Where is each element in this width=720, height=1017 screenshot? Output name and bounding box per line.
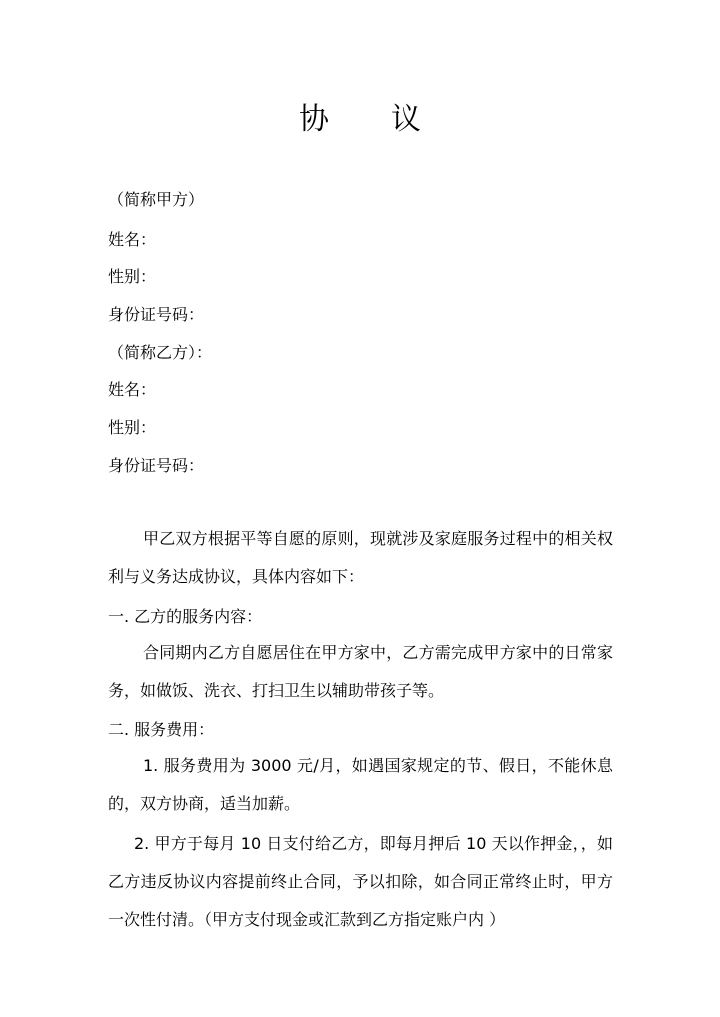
- party-b-id-number: 身份证号码：: [108, 456, 205, 475]
- party-a-name: 姓名：: [108, 230, 157, 249]
- section-2-item-1: 1. 服务费用为 3000 元/月，如遇国家规定的节、假日，不能休息的，双方协商，适当加薪。: [108, 756, 613, 813]
- section-2-heading: 二. 服务费用：: [108, 720, 215, 739]
- document-title: [0, 94, 720, 138]
- party-a-gender: 性别：: [108, 267, 157, 286]
- title-char-2: 议: [391, 102, 421, 137]
- intro-paragraph: 甲乙双方根据平等自愿的原则，现就涉及家庭服务过程中的相关权利与义务达成协议，具体内容如下：: [108, 529, 613, 586]
- party-b-label: （简称乙方）：: [108, 343, 213, 362]
- section-1-heading: 一. 乙方的服务内容：: [108, 607, 263, 626]
- party-b-name: 姓名：: [108, 380, 157, 399]
- party-b-gender: 性别：: [108, 418, 157, 437]
- party-a-label: （简称甲方）: [108, 190, 205, 209]
- section-2-item-2: 2. 甲方于每月 10 日支付给乙方，即每月押后 10 天以作押金，，如乙方违反协议内容提前终止合同，予以扣除，如合同正常终止时，甲方一次性付清。（甲方支付现金或汇款到乙方指定账户内 ）: [108, 834, 613, 929]
- section-1-body: 合同期内乙方自愿居住在甲方家中，乙方需完成甲方家中的日常家务，如做饭、洗衣、打扫卫生以辅助带孩子等。: [108, 643, 613, 700]
- party-a-id-number: 身份证号码：: [108, 305, 205, 324]
- title-char-1: 协: [299, 102, 329, 137]
